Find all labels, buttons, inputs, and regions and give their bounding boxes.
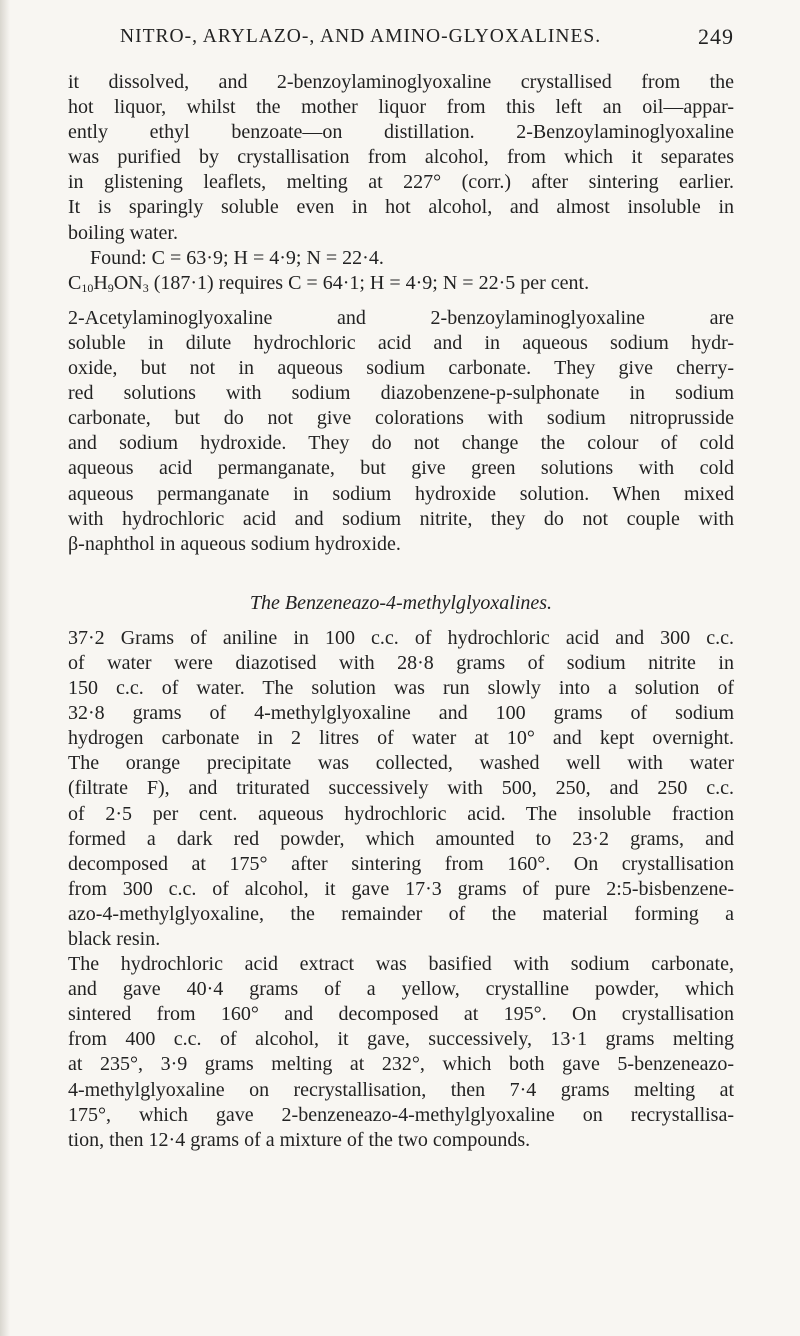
text-line: azo-4-methylglyoxaline, the remainder of the material forming a [68,902,734,925]
text-line: soluble in dilute hydrochloric acid and in aqueous sodium hydr- [68,331,734,354]
text-line: β-naphthol in aqueous sodium hydroxide. [68,532,401,555]
formula-c: C [68,271,82,294]
text-line: from 400 c.c. of alcohol, it gave, successively, 13·1 grams melting [68,1028,734,1051]
text-line: boiling water. [68,221,178,244]
formula-h: H [93,271,108,294]
formula-sub-h: 9 [107,280,114,295]
text-line: formed a dark red powder, which amounted to 23·2 grams, and [68,827,734,850]
paragraph-diazotisation [68,626,734,952]
text-line: aqueous permanganate in sodium hydroxide solution. When mixed [68,482,734,505]
section-heading: The Benzeneazo-4-methylglyoxalines. [249,591,553,614]
running-title: NITRO-, ARYLAZO-, AND AMINO-GLYOXALINES. [120,26,602,47]
text-line: aqueous acid permanganate, but give green solutions with cold [68,457,734,480]
formula-sub-n: 3 [142,280,149,295]
text-line: hot liquor, whilst the mother liquor from this left an oil—appar- [68,96,734,119]
text-line: tion, then 12·4 grams of a mixture of the two compounds. [68,1128,531,1151]
text-line: red solutions with sodium diazobenzene-p-sulphonate in sodium [68,382,734,405]
text-line: at 235°, 3·9 grams melting at 232°, which both gave 5-benzeneazo- [68,1053,734,1076]
page-header [120,12,734,52]
formula-on: ON [113,271,143,294]
spacer [68,296,734,306]
text-line: was purified by crystallisation from alcohol, from which it separates [68,146,734,169]
paragraph-hydrochloric-extract [68,952,734,1153]
page-binding-edge [0,0,10,1336]
requires-text: (187·1) requires C = 64·1; H = 4·9; N = 22·5 per cent. [148,271,590,294]
text-line: in glistening leaflets, melting at 227° (corr.) after sintering earlier. [68,171,734,194]
analysis-requires [68,271,734,296]
body-text [68,70,734,1153]
text-line: The hydrochloric acid extract was basified with sodium carbonate, [68,953,734,976]
analysis-found: Found: C = 63·9; H = 4·9; N = 22·4. [90,246,384,269]
text-line: carbonate, but do not give colorations with sodium nitroprusside [68,407,734,430]
spacer [68,616,734,626]
text-line: and gave 40·4 grams of a yellow, crystalline powder, which [68,978,734,1001]
text-line: of water were diazotised with 28·8 grams of sodium nitrite in [68,651,734,674]
text-line: oxide, but not in aqueous sodium carbonate. They give cherry- [68,357,734,380]
analysis-block [68,246,734,296]
text-line: 32·8 grams of 4-methylglyoxaline and 100 grams of sodium [68,702,734,725]
text-line: it dissolved, and 2-benzoylaminoglyoxaline crystallised from the [68,71,734,93]
text-line: sintered from 160° and decomposed at 195°. On crystallisation [68,1003,734,1026]
text-line: black resin. [68,928,161,950]
text-line: ently ethyl benzoate—on distillation. 2-Benzoylaminoglyoxaline [68,121,734,144]
text-line: from 300 c.c. of alcohol, it gave 17·3 grams of pure 2:5-bisbenzene- [68,877,734,900]
text-line: decomposed at 175° after sintering from 160°. On crystallisation [68,852,734,875]
text-line: with hydrochloric acid and sodium nitrite, they do not couple with [68,507,734,530]
formula-sub-c: 10 [81,280,94,295]
text-line: It is sparingly soluble even in hot alcohol, and almost insoluble in [68,196,734,219]
page-number: 249 [698,24,734,49]
text-line: 4-methylglyoxaline on recrystallisation, then 7·4 grams melting at [68,1078,734,1101]
spacer [68,557,734,591]
text-line: The orange precipitate was collected, washed well with water [68,752,734,775]
text-line: (filtrate F), and triturated successively with 500, 250, and 250 c.c. [68,777,734,800]
text-line: 2-Acetylaminoglyoxaline and 2-benzoylaminoglyoxaline are [68,306,734,329]
text-line: 150 c.c. of water. The solution was run slowly into a solution of [68,677,734,700]
text-line: 37·2 Grams of aniline in 100 c.c. of hydrochloric acid and 300 c.c. [68,626,734,649]
text-line: and sodium hydroxide. They do not change the colour of cold [68,432,734,455]
text-line: 175°, which gave 2-benzeneazo-4-methylglyoxaline on recrystallisa- [68,1103,734,1126]
paragraph-solubility-properties [68,306,734,557]
text-line: of 2·5 per cent. aqueous hydrochloric acid. The insoluble fraction [68,802,734,825]
text-line: hydrogen carbonate in 2 litres of water at 10° and kept overnight. [68,727,734,750]
paragraph-benzoylamino-crystallisation [68,70,734,246]
